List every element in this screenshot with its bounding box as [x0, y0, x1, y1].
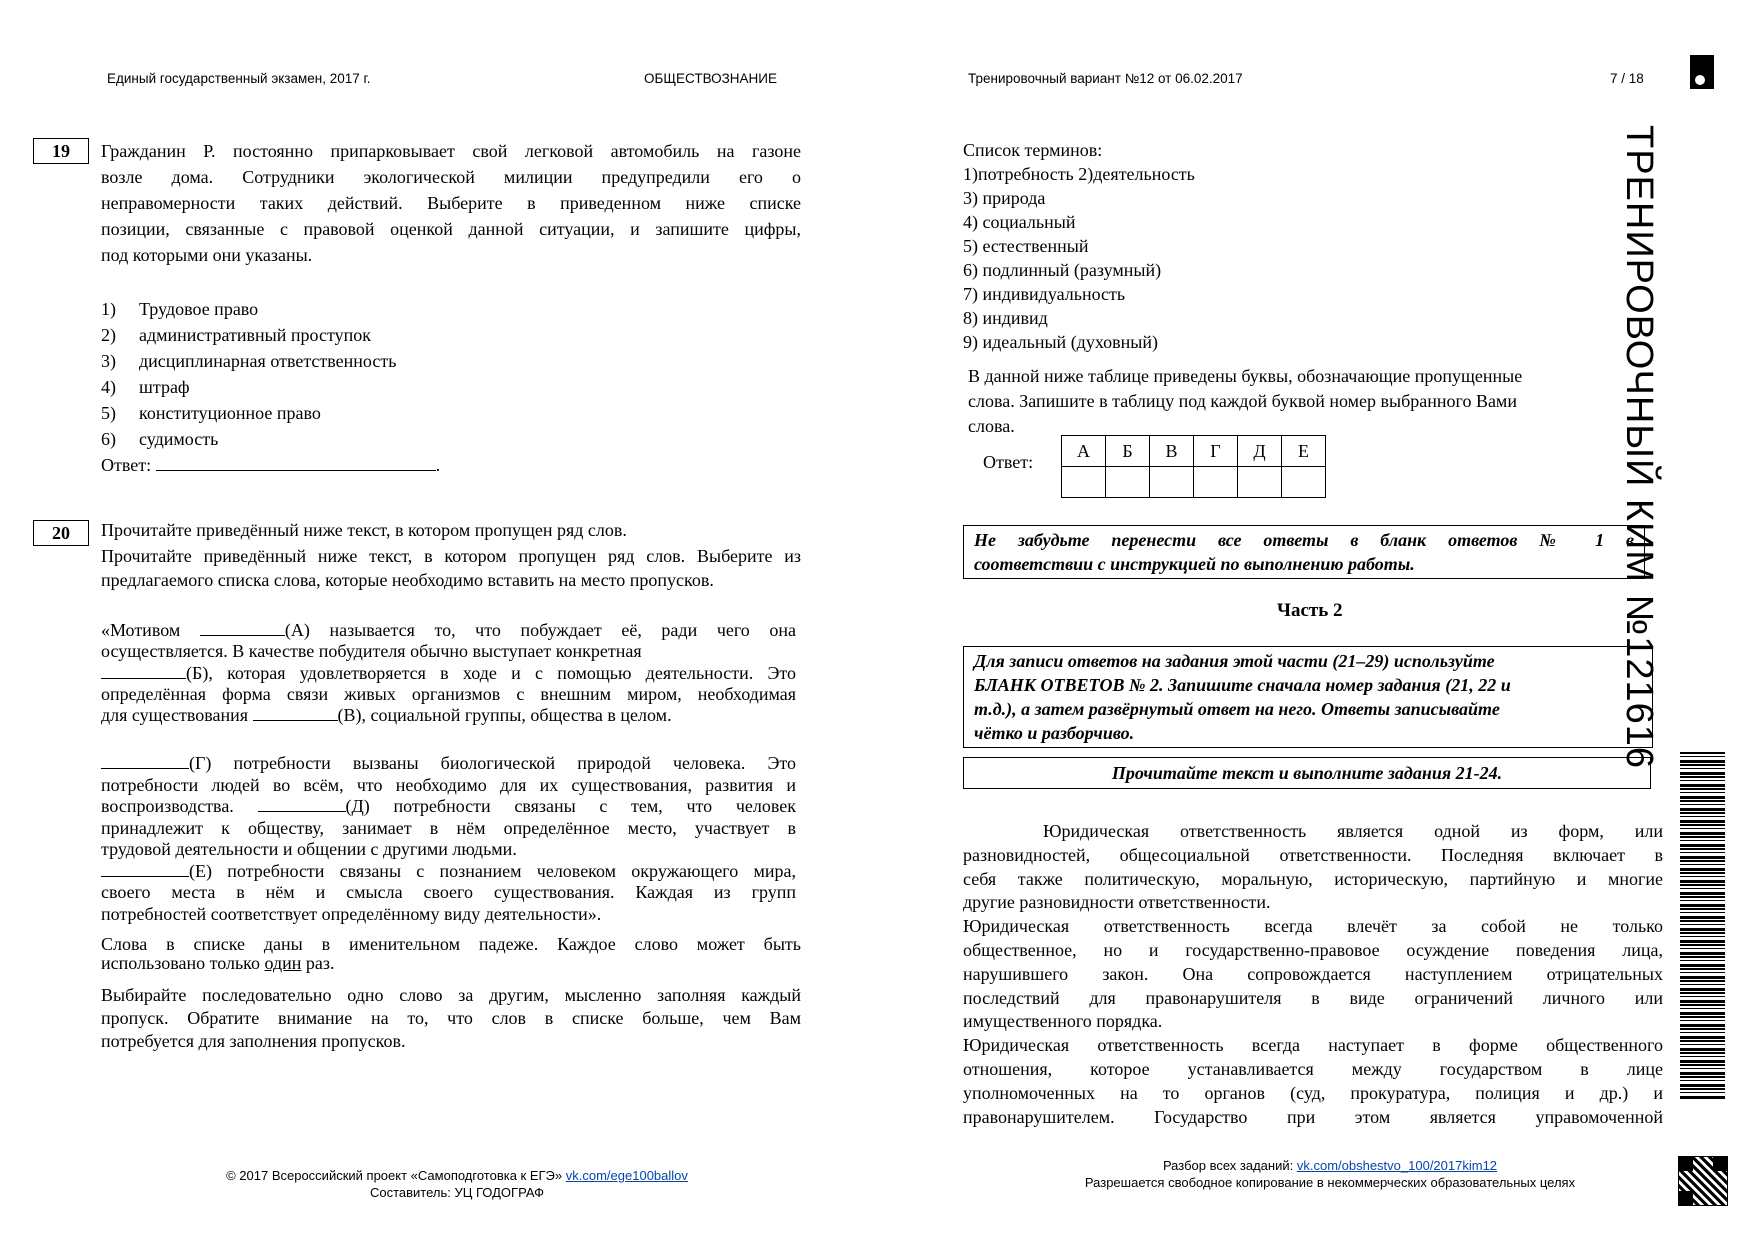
blank-a	[200, 620, 285, 636]
corner-marker-icon	[1690, 55, 1714, 89]
answer-letter-g: Г	[1194, 436, 1238, 467]
header-subject: ОБЩЕСТВОЗНАНИЕ	[644, 71, 777, 86]
task-19-answer-field[interactable]	[156, 455, 436, 471]
reading-passage	[963, 820, 1663, 1129]
footer-right-link[interactable]: vk.com/obshestvo_100/2017kim12	[1296, 1158, 1498, 1173]
term-item: 6) подлинный (разумный)	[963, 260, 1162, 280]
task-19-options	[101, 296, 440, 478]
answer-table-letters	[1062, 436, 1326, 467]
task-19-option: 4) штраф	[101, 377, 190, 397]
term-item: 3) природа	[963, 188, 1046, 208]
term-item: 8) индивид	[963, 308, 1048, 328]
passage-line: общественное, но и государственно-правовое осуждение поведения лица,	[963, 939, 1663, 960]
task-19-option: 3) дисциплинарная ответственность	[101, 351, 397, 371]
task-20-intro: Прочитайте приведённый ниже текст, в котором пропущен ряд слов.	[101, 520, 627, 540]
task-20-number: 20	[33, 520, 89, 546]
passage-line: отношения, которое устанавливается между государством в лице	[963, 1058, 1663, 1079]
passage-line: Юридическая ответственность всегда влечёт за собой не только	[963, 916, 1663, 937]
answer-letter-d: Д	[1238, 436, 1282, 467]
passage-line: Юридическая ответственность всегда наступает в форме общественного	[963, 1035, 1663, 1056]
task-19-question	[101, 138, 801, 268]
answer-letter-a: А	[1062, 436, 1106, 467]
task-20-text-paragraph-2: (Г) потребности вызваны биологической природой человека. Это потребности людей во всём, что необходимо для их существования, развития и воспроизводства. (Д) потребности связаны с тем, что человек принадлежит к обществу, занимает в нём определённое место, участвует в трудовой деятельности и общении с другими людьми. (Е) потребности связаны с познанием человеком окружающего мира, своего места в нём и смысла своего существования. Каждая из групп потребностей соответствует определённому виду деятельности».	[101, 753, 797, 924]
task-19-line: позиции, связанные с правовой оценкой данной ситуации, и запишите цифры,	[101, 219, 801, 239]
task-19-line: возле дома. Сотрудники экологической милиции предупредили его о	[101, 167, 801, 187]
passage-line: последствий для правонарушителя в виде ограничений личного или	[963, 987, 1663, 1008]
task-20-text-paragraph-1: «Мотивом (А) называется то, что побуждает её, ради чего она осуществляется. В качестве побудителя обычно выступает конкретная (Б), которая удовлетворяется в ходе и с помощью деятельности. Это определённая форма связи живых организмов с внешним миром, необходимая для существования (В), социальной группы, общества в целом.	[101, 620, 797, 725]
task-19-option: 6) судимость	[101, 429, 219, 449]
part-2-instructions-box: Для записи ответов на задания этой части (21–29) используйте БЛАНК ОТВЕТОВ № 2. Запишите сначала номер задания (21, 22 и т.д.), а затем развёрнутый ответ на него. Ответы записывайте чётко и разборчиво.	[963, 646, 1653, 748]
task-19-line: неправомерности таких действий. Выберите в приведенном ниже списке	[101, 193, 801, 213]
passage-line: Юридическая ответственность является одной из форм, или	[1043, 821, 1663, 841]
answer-letter-e: Е	[1282, 436, 1326, 467]
footer-right: Разбор всех заданий: vk.com/obshestvo_100/2017kim12 Разрешается свободное копирование в некоммерческих образовательных целях	[1084, 1158, 1576, 1190]
passage-line: другие разновидности ответственности.	[963, 892, 1271, 913]
answer-cell-v[interactable]	[1150, 467, 1194, 498]
read-task-box: Прочитайте текст и выполните задания 21-24.	[963, 757, 1651, 789]
task-19-option: 5) конституционное право	[101, 403, 321, 423]
footer-left-link[interactable]: vk.com/ege100ballov	[565, 1168, 688, 1183]
blank-d	[258, 796, 346, 812]
barcode-icon	[1680, 752, 1725, 1100]
answer-cell-b[interactable]	[1106, 467, 1150, 498]
answer-table-label: Ответ:	[983, 452, 1034, 472]
blank-g	[101, 753, 189, 769]
answer-table	[1061, 435, 1326, 498]
term-item: 1)потребность 2)деятельность	[963, 164, 1195, 184]
task-19-line: Гражданин Р. постоянно припарковывает свой легковой автомобиль на газоне	[101, 141, 801, 161]
blank-e	[101, 861, 189, 877]
header-exam-title: Единый государственный экзамен, 2017 г.	[107, 71, 371, 86]
term-item: 7) индивидуальность	[963, 284, 1126, 304]
terms-title: Список терминов:	[963, 140, 1103, 160]
part-2-title: Часть 2	[1277, 600, 1343, 621]
passage-line: имущественного порядка.	[963, 1011, 1163, 1032]
header-variant: Тренировочный вариант №12 от 06.02.2017	[968, 71, 1243, 86]
answer-cell-g[interactable]	[1194, 467, 1238, 498]
task-20-selection-note: Выбирайте последовательно одно слово за другим, мысленно заполняя каждый пропуск. Обратите внимание на то, что слов в списке больше, чем Вам потребуется для заполнения пропусков.	[101, 985, 801, 1051]
term-item: 5) естественный	[963, 236, 1089, 256]
answer-cell-d[interactable]	[1238, 467, 1282, 498]
answer-table-inputs	[1062, 467, 1326, 498]
task-19-option: 2) административный проступок	[101, 325, 371, 345]
table-instruction: В данной ниже таблице приведены буквы, обозначающие пропущенные слова. Запишите в таблицу под каждой буквой номер выбранного Вами слова.	[968, 366, 1523, 436]
task-20-instructions: Прочитайте приведённый ниже текст, в котором пропущен ряд слов. Выберите из предлагаемого списка слова, которые необходимо вставить на место пропусков.	[101, 546, 801, 590]
passage-line: уполномоченных на то органов (суд, прокуратура, полиция и др.) и	[963, 1082, 1663, 1103]
answer-letter-b: Б	[1106, 436, 1150, 467]
blank-b	[101, 663, 186, 679]
answer-cell-e[interactable]	[1282, 467, 1326, 498]
footer-left: © 2017 Всероссийский проект «Самоподготовка к ЕГЭ» vk.com/ege100ballov Составитель: УЦ ГОДОГРАФ	[226, 1168, 688, 1200]
term-item: 9) идеальный (духовный)	[963, 332, 1159, 352]
task-20-word-form-note: Слова в списке даны в именительном падеже. Каждое слово может быть использовано только один раз.	[101, 934, 801, 973]
task-19-answer-row: Ответ: .	[101, 455, 441, 475]
passage-line: правонарушителем. Государство при этом является управомоченной	[963, 1106, 1663, 1127]
passage-line: себя также политическую, моральную, историческую, партийную и многие	[963, 868, 1663, 889]
passage-line: разновидностей, общесоциальной ответственности. Последняя включает в	[963, 844, 1663, 865]
answer-letter-v: В	[1150, 436, 1194, 467]
term-item: 4) социальный	[963, 212, 1076, 232]
terms-list	[963, 138, 1195, 354]
passage-line: нарушившего закон. Она сопровождается наступлением отрицательных	[963, 963, 1663, 984]
reminder-box: Не забудьте перенести все ответы в бланк ответов № 1 в соответствии с инструкцией по выполнению работы.	[963, 525, 1645, 579]
blank-v	[253, 705, 338, 721]
task-19-number: 19	[33, 138, 89, 164]
task-19-line: под которыми они указаны.	[101, 245, 313, 265]
task-19-option: 1) Трудовое право	[101, 299, 259, 319]
sidebar-kim-title: ТРЕНИРОВОЧНЫЙ КИМ №121616	[1618, 125, 1660, 770]
qr-code-icon	[1678, 1156, 1728, 1206]
header-page-number: 7 / 18	[1610, 71, 1644, 86]
answer-cell-a[interactable]	[1062, 467, 1106, 498]
